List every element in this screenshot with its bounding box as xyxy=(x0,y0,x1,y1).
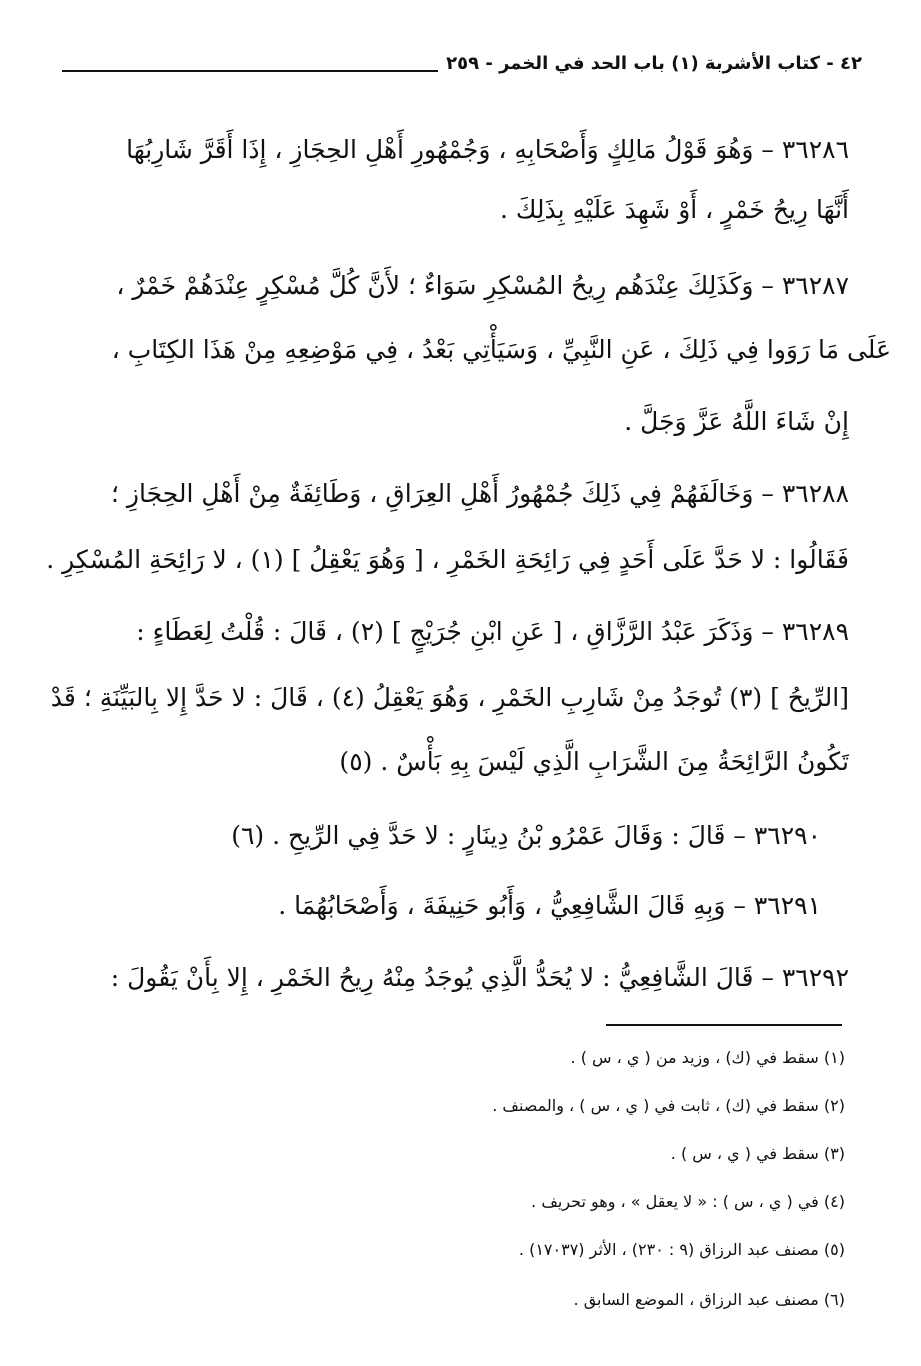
body-line: ٣٦٢٩١ – وَبِهِ قَالَ الشَّافِعِيُّ ، وَأَبُو حَنِيفَةَ ، وَأَصْحَابُهُمَا . xyxy=(278,891,821,920)
body-line: ٣٦٢٨٧ – وَكَذَلِكَ عِنْدَهُم رِيحُ المُسْكِرِ سَوَاءٌ ؛ لأَنَّ كُلَّ مُسْكِرٍ عِنْدَهُمْ خَمْرٌ ، xyxy=(116,271,849,300)
footnote: (٢) سقط في (ك) ، ثابت في ( ي ، س ) ، والمصنف . xyxy=(492,1096,845,1115)
body-line: أَنَّهَا رِيحُ خَمْرٍ ، أَوْ شَهِدَ عَلَيْهِ بِذَلِكَ . xyxy=(499,195,849,224)
body-line: إِنْ شَاءَ اللَّهُ عَزَّ وَجَلَّ . xyxy=(624,407,849,436)
footnote: (٤) في ( ي ، س ) : « لا يعقل » ، وهو تحريف . xyxy=(531,1192,845,1211)
footnote: (١) سقط في (ك) ، وزيد من ( ي ، س ) . xyxy=(570,1048,845,1067)
body-line: [الرِّيحُ ] (٣) تُوجَدُ مِنْ شَارِبِ الخَمْرِ ، وَهُوَ يَعْقِلُ (٤) ، قَالَ : لا حَدَّ إِلا بِالبَيِّنَةِ ؛ قَدْ xyxy=(50,683,849,712)
body-line: ٣٦٢٩٢ – قَالَ الشَّافِعِيُّ : لا يُحَدُّ الَّذِي يُوجَدُ مِنْهُ رِيحُ الخَمْرِ ، إِلا بِأَنْ يَقُولَ : xyxy=(110,963,849,992)
footnote: (٥) مصنف عبد الرزاق (٩ : ٢٣٠) ، الأثر (١٧٠٣٧) . xyxy=(518,1240,845,1259)
body-line: ٣٦٢٩٠ – قَالَ : وَقَالَ عَمْرُو بْنُ دِينَارٍ : لا حَدَّ فِي الرِّيحِ . (٦) xyxy=(231,821,821,850)
footnote: (٦) مصنف عبد الرزاق ، الموضع السابق . xyxy=(573,1290,845,1309)
header-rule xyxy=(62,70,438,72)
footnote-separator xyxy=(606,1024,842,1026)
body-line: ٣٦٢٨٩ – وَذَكَرَ عَبْدُ الرَّزَّاقِ ، [ عَنِ ابْنِ جُرَيْجٍ ] (٢) ، قَالَ : قُلْتُ لِعَطَاءٍ : xyxy=(136,617,849,646)
footnote: (٣) سقط في ( ي ، س ) . xyxy=(670,1144,845,1163)
running-header xyxy=(62,46,862,80)
body-line: فَقَالُوا : لا حَدَّ عَلَى أَحَدٍ فِي رَائِحَةِ الخَمْرِ ، [ وَهُوَ يَعْقِلُ ] (١) ، لا رَائِحَةِ المُسْكِرِ . xyxy=(46,545,849,574)
body-line: عَلَى مَا رَوَوا فِي ذَلِكَ ، عَنِ النَّبِيِّ ، وَسَيَأْتِي بَعْدُ ، فِي مَوْضِعِهِ مِنْ هَذَا الكِتَابِ ، xyxy=(111,335,891,364)
body-line: تَكُونُ الرَّائِحَةُ مِنَ الشَّرَابِ الَّذِي لَيْسَ بِهِ بَأْسٌ . (٥) xyxy=(339,747,849,776)
header-title: ٤٢ - كتاب الأشربة (١) باب الحد في الخمر - ٢٥٩ xyxy=(446,53,862,74)
body-line: ٣٦٢٨٦ – وَهُوَ قَوْلُ مَالِكٍ وَأَصْحَابِهِ ، وَجُمْهُورِ أَهْلِ الحِجَازِ ، إِذَا أَقَرَّ شَارِبُهَا xyxy=(126,135,849,164)
body-line: ٣٦٢٨٨ – وَخَالَفَهُمْ فِي ذَلِكَ جُمْهُورُ أَهْلِ العِرَاقِ ، وَطَائِفَةٌ مِنْ أَهْلِ الحِجَازِ ؛ xyxy=(111,479,849,508)
